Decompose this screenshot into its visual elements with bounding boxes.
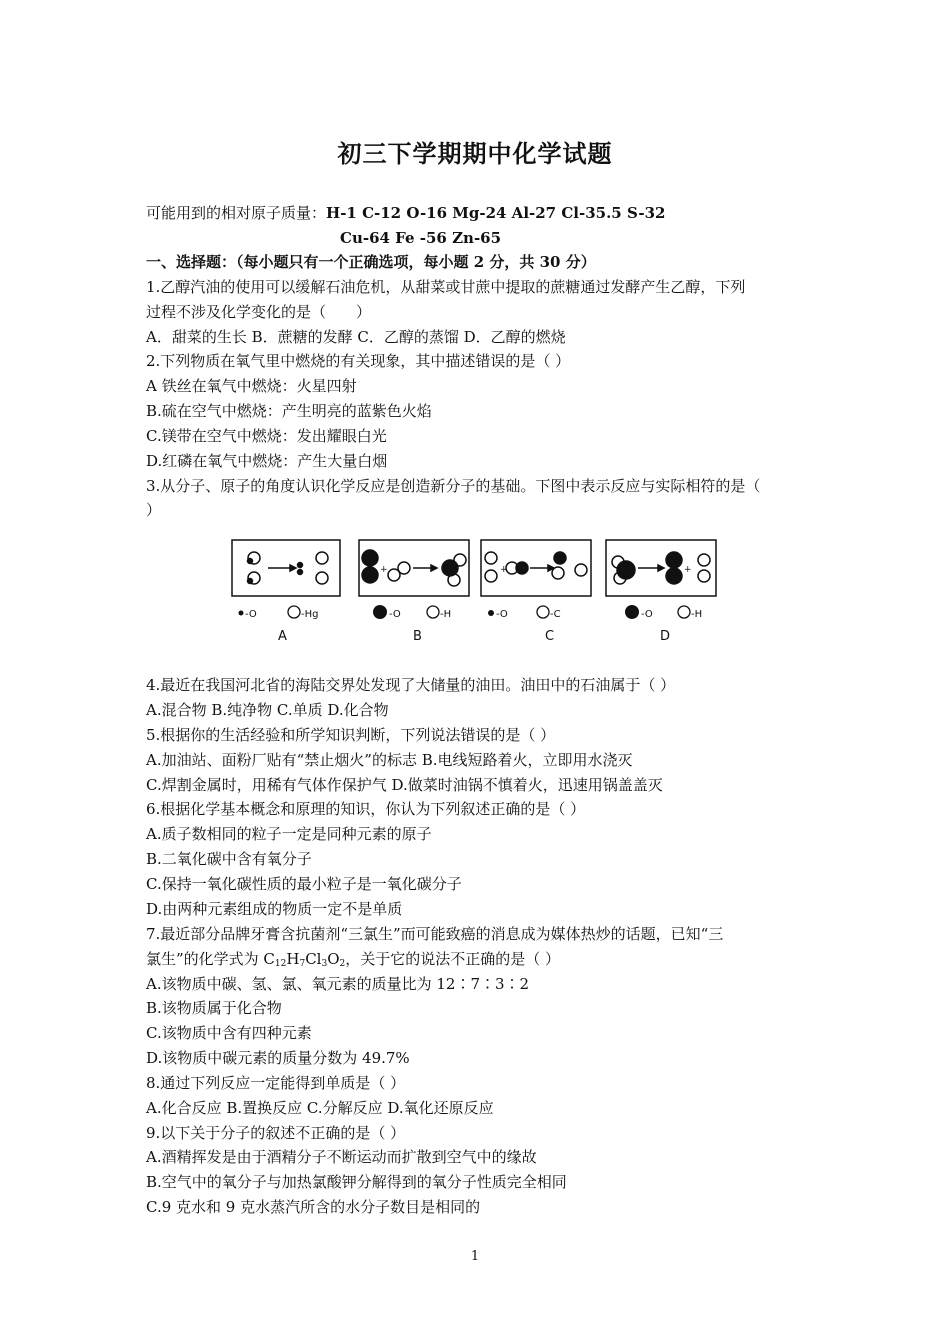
atomic-mass-values: H-1 C-12 O-16 Mg-24 Al-27 Cl-35.5 S-32 — [326, 204, 666, 222]
text-line: A.酒精挥发是由于酒精分子不断运动而扩散到空气中的缘故 — [146, 1148, 537, 1166]
formula-c-count: 12 — [274, 959, 287, 969]
text-line: C.焊割金属时，用稀有气体作保护气 D.做菜时油锅不慎着火，迅速用锅盖盖灭 — [146, 776, 663, 794]
text-line: 8.通过下列反应一定能得到单质是（ ） — [146, 1074, 406, 1092]
text-line: 过程不涉及化学变化的是（ ） — [146, 303, 372, 321]
text-line: A.加油站、面粉厂贴有“禁止烟火”的标志 B.电线短路着火，立即用水浇灭 — [146, 751, 633, 769]
reaction-diagram — [228, 528, 722, 646]
formula-h-count: 7 — [299, 959, 306, 969]
text-line: A.质子数相同的粒子一定是同种元素的原子 — [146, 825, 432, 843]
legend-d-filled: -O — [641, 609, 653, 620]
svg-text:+: + — [380, 565, 388, 575]
text-line: 2.下列物质在氧气里中燃烧的有关现象，其中描述错误的是（ ） — [146, 352, 571, 370]
q7-formula-line: 氯生”的化学式为 $C_{12}H_7Cl_3O_2$，关于它的说法不正确的是（ ） — [146, 950, 561, 969]
text-line: 6.根据化学基本概念和原理的知识，你认为下列叙述正确的是（ ） — [146, 800, 586, 818]
text-line: 7.最近部分品牌牙膏含抗菌剂“三氯生”而可能致癌的消息成为媒体热炒的话题，已知“三 — [146, 925, 724, 943]
atomic-mass-label: 可能用到的相对原子质量： — [146, 204, 327, 222]
text-line: C.该物质中含有四种元素 — [146, 1024, 312, 1042]
panel-label-c: C — [545, 629, 555, 644]
text-line: C.镁带在空气中燃烧：发出耀眼白光 — [146, 427, 387, 445]
text-line: A.该物质中碳、氢、氯、氧元素的质量比为 12∶7∶3∶2 — [146, 975, 530, 993]
page-number: 1 — [470, 1249, 480, 1264]
text-line: A 铁丝在氧气中燃烧：火星四射 — [146, 377, 357, 395]
text-line: ） — [146, 501, 162, 519]
text-line: B.硫在空气中燃烧：产生明亮的蓝紫色火焰 — [146, 402, 432, 420]
svg-text:+: + — [500, 565, 508, 575]
legend-c-filled: -O — [496, 609, 508, 620]
text-line: D.该物质中碳元素的质量分数为 49.7% — [146, 1049, 410, 1067]
text-line: B.空气中的氧分子与加热氯酸钾分解得到的氧分子性质完全相同 — [146, 1173, 567, 1191]
text-line: 3.从分子、原子的角度认识化学反应是创造新分子的基础。下图中表示反应与实际相符的是（ — [146, 477, 761, 495]
page-title: 初三下学期期中化学试题 — [337, 139, 613, 168]
svg-text:+: + — [684, 565, 692, 575]
formula-o-count: 2 — [339, 959, 346, 969]
text-line: C.保持一氧化碳性质的最小粒子是一氧化碳分子 — [146, 875, 462, 893]
formula-cl-count: 3 — [321, 959, 328, 969]
panel-label-a: A — [278, 629, 287, 644]
legend-b-filled: -O — [389, 609, 401, 620]
text-line: D.由两种元素组成的物质一定不是单质 — [146, 900, 403, 918]
text-line: B.该物质属于化合物 — [146, 999, 282, 1017]
legend-d-open: -H — [691, 609, 703, 620]
text-line: 5.根据你的生活经验和所学知识判断，下列说法错误的是（ ） — [146, 726, 556, 744]
text-line: A.化合反应 B.置换反应 C.分解反应 D.氧化还原反应 — [146, 1099, 494, 1117]
section-heading: 一、选择题：（每小题只有一个正确选项，每小题 2 分，共 30 分） — [146, 253, 596, 271]
text-line: 4.最近在我国河北省的海陆交界处发现了大储量的油田。油田中的石油属于（ ） — [146, 676, 676, 694]
legend-a-filled: -O — [245, 609, 257, 620]
text-line: 1.乙醇汽油的使用可以缓解石油危机，从甜菜或甘蔗中提取的蔗糖通过发酵产生乙醇，下列 — [146, 278, 746, 296]
text-line: A．甜菜的生长 B．蔗糖的发酵 C．乙醇的蒸馏 D．乙醇的燃烧 — [146, 328, 566, 346]
panel-label-b: B — [413, 629, 422, 644]
text-line: 9.以下关于分子的叙述不正确的是（ ） — [146, 1124, 406, 1142]
text-line: D.红磷在氧气中燃烧：产生大量白烟 — [146, 452, 388, 470]
text-line: A.混合物 B.纯净物 C.单质 D.化合物 — [146, 701, 389, 719]
atomic-mass-values-2: Cu-64 Fe -56 Zn-65 — [340, 229, 502, 247]
q7-line2-pre: 氯生”的化学式为 C — [146, 950, 275, 968]
formula-cl: Cl — [305, 950, 322, 968]
panel-label-d: D — [660, 629, 671, 644]
text-line: B.二氧化碳中含有氧分子 — [146, 850, 312, 868]
legend-c-open: -C — [550, 609, 561, 620]
legend-a-open: -Hg — [301, 609, 319, 620]
legend-b-open: -H — [440, 609, 452, 620]
q7-line2-post: ，关于它的说法不正确的是（ ） — [345, 950, 561, 968]
text-line: C.9 克水和 9 克水蒸汽所含的水分子数目是相同的 — [146, 1198, 481, 1216]
atomic-mass-line — [146, 203, 665, 223]
